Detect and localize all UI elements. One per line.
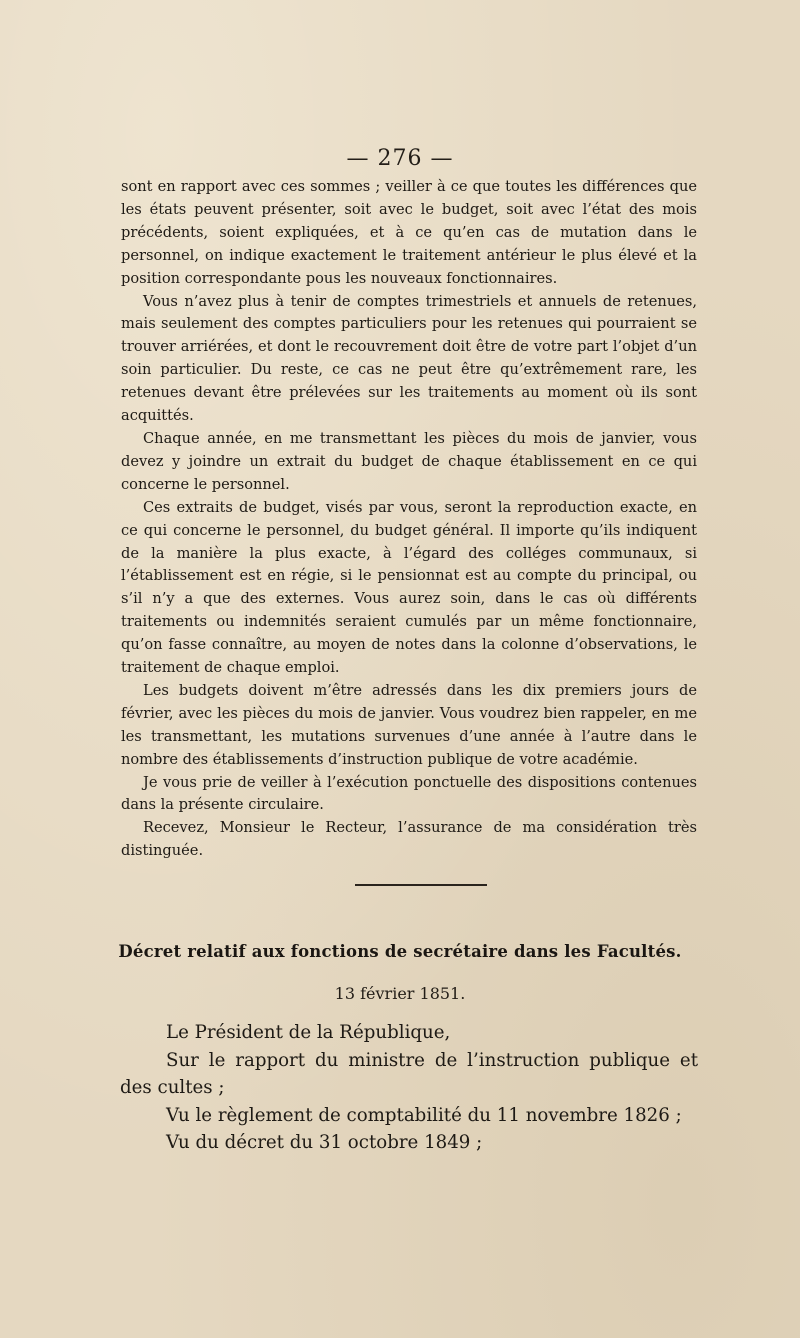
decree-date: 13 février 1851. xyxy=(334,984,466,1003)
section-divider xyxy=(355,884,487,886)
decree-paragraph: Vu le règlement de comptabilité du 11 novembre 1826 ; xyxy=(166,1104,682,1126)
decree-title: Décret relatif aux fonctions de secrétaire dans les Facultés. xyxy=(118,942,682,961)
decree-paragraph: Vu du décret du 31 octobre 1849 ; xyxy=(166,1132,483,1153)
decree-text xyxy=(120,1019,698,1157)
paragraph: Recevez, Monsieur le Recteur, l’assurance de ma considération très distinguée. xyxy=(121,819,697,860)
circular-text xyxy=(121,176,697,863)
paragraph: sont en rapport avec ces sommes ; veiller à ce que toutes les différences que les états peuvent présenter, soit avec le budget, soit avec l’état des mois précédents, soient expliquées, et à ce qu’en cas de mutation dans le personnel, on indique exactement le traitement antérieur le plus élevé et la position correspondante pous les nouveaux fonctionnaires. xyxy=(121,178,697,287)
decree-paragraph: Sur le rapport du ministre de l’instruction publique et des cultes ; xyxy=(120,1049,698,1098)
paragraph: Vous n’avez plus à tenir de comptes trimestriels et annuels de retenues, mais seulement des comptes particuliers pour les retenues qui pourraient se trouver arriérées, et dont le recouvrement doit être de votre part l’objet d’un soin particulier. Du reste, ce cas ne peut être qu’extrêmement rare, les retenues devant être prélevées sur les traitements au moment où ils sont acquittés. xyxy=(121,292,697,425)
page-number: — 276 — xyxy=(346,146,454,171)
decree-paragraph: Le Président de la République, xyxy=(166,1022,451,1043)
paragraph: Je vous prie de veiller à l’exécution ponctuelle des dispositions contenues dans la présente circulaire. xyxy=(121,773,697,814)
paragraph: Ces extraits de budget, visés par vous, seront la reproduction exacte, en ce qui concerne le personnel, du budget général. Il importe qu’ils indiquent de la manière la plus exacte, à l’égard des colléges communaux, si l’établissement est en régie, si le pensionnat est au compte du principal, ou s’il n’y a que des externes. Vous aurez soin, dans le cas où différents traitements ou indemnités seraient cumulés par un même fonctionnaire, qu’on fasse connaître, au moyen de notes dans la colonne d’observations, le traitement de chaque emploi. xyxy=(121,498,697,677)
paragraph: Chaque année, en me transmettant les pièces du mois de janvier, vous devez y joindre un extrait du budget de chaque établissement en ce qui concerne le personnel. xyxy=(121,429,697,493)
paragraph: Les budgets doivent m’être adressés dans les dix premiers jours de février, avec les pièces du mois de janvier. Vous voudrez bien rappeler, en me les transmettant, les mutations survenues d’une année à l’autre dans le nombre des établissements d’instruction publique de votre académie. xyxy=(121,681,697,768)
